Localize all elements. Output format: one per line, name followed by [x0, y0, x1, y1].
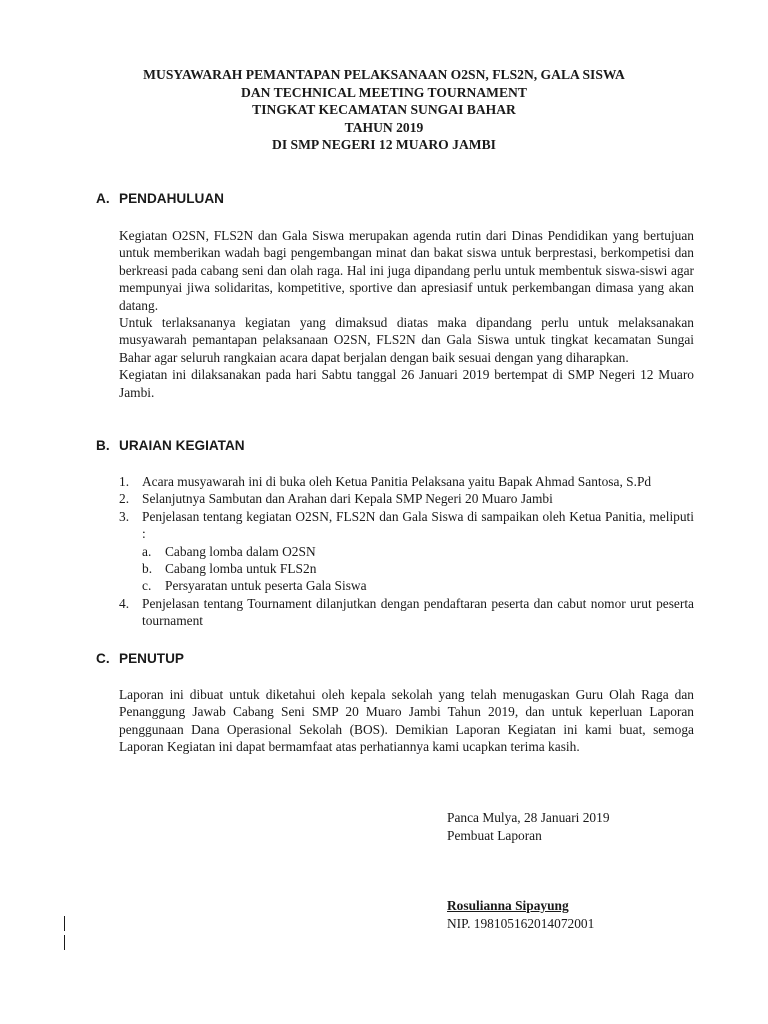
sub-list-item-letter: a. — [142, 543, 152, 559]
section-b-letter: B. — [96, 438, 110, 453]
section-c-title: PENUTUP — [119, 651, 184, 666]
title-line-4: TAHUN 2019 — [344, 119, 424, 135]
title-line-1: MUSYAWARAH PEMANTAPAN PELAKSANAAN O2SN, FLS2N, GALA SISWA — [143, 67, 625, 82]
section-a-body — [119, 227, 694, 401]
sub-list-item-text: Cabang lomba dalam O2SN — [165, 543, 316, 559]
sub-list-item — [142, 560, 694, 577]
list-item-number: 2. — [119, 491, 130, 507]
sub-list-item — [142, 577, 694, 594]
signature-place-date: Panca Mulya, 28 Januari 2019 — [447, 810, 610, 825]
signature-role: Pembuat Laporan — [447, 828, 542, 843]
section-a-letter: A. — [96, 191, 110, 206]
list-item-text: Penjelasan tentang Tournament dilanjutkan dengan pendaftaran peserta dan cabut nomor urut peserta tournament — [142, 595, 694, 629]
section-a-paragraph-1: Kegiatan O2SN, FLS2N dan Gala Siswa merupakan agenda rutin dari Dinas Pendidikan yang bertujuan untuk memberikan wadah bagi pengembangan minat dan bakat siswa untuk berprestasi, berkompetisi dan berkreasi pada cabang seni dan olah raga. Hal ini juga dipandang perlu untuk membentuk siswa-siswi agar mempunyai jiwa solidaritas, kompetitive, sportive dan apresiasif untuk perkembangan dimasa yang akan datang. — [119, 228, 694, 313]
list-item-text: Acara musyawarah ini di buka oleh Ketua Panitia Pelaksana yaitu Bapak Ahmad Santosa, S.Pd — [142, 474, 652, 489]
sub-list-item-letter: b. — [142, 561, 153, 577]
list-item-number: 4. — [119, 595, 130, 611]
list-item-text: Selanjutnya Sambutan dan Arahan dari Kepala SMP Negeri 20 Muaro Jambi — [142, 491, 553, 507]
list-item-number: 3. — [119, 508, 130, 524]
signer-nip: NIP. 198105162014072001 — [447, 916, 595, 931]
list-item — [119, 473, 694, 490]
sub-list-item — [142, 543, 694, 560]
title-line-5: DI SMP NEGERI 12 MUARO JAMBI — [272, 137, 496, 153]
sub-list-item-text: Cabang lomba untuk FLS2n — [165, 561, 317, 577]
section-a-paragraph-2: Untuk terlaksananya kegiatan yang dimaksud diatas maka dipandang perlu untuk melaksanakan musyawarah pemantapan pelaksanaan O2SN, FLS2N dan Gala Siswa untuk tingkat kecamatan Sungai Bahar agar seluruh rangkaian acara dapat berjalan dengan baik sesuai dengan yang diharapkan. — [119, 315, 694, 365]
section-b-title: URAIAN KEGIATAN — [119, 438, 245, 453]
section-c-paragraph-1: Laporan ini dibuat untuk diketahui oleh kepala sekolah yang telah menugaskan Guru Olah Raga dan Penanggung Jawab Cabang Seni SMP 20 Muaro Jambi Tahun 2019, dan untuk keperluan Laporan penggunaan Dana Operasional Sekolah (BOS). Demikian Laporan Kegiatan ini kami buat, semoga Laporan Kegiatan ini dapat bermamfaat atas perhatiannya kami ucapkan terima kasih. — [119, 687, 694, 755]
list-item — [119, 595, 694, 630]
title-line-2: DAN TECHNICAL MEETING TOURNAMENT — [241, 84, 527, 100]
signer-name: Rosulianna Sipayung — [447, 898, 569, 913]
list-item — [119, 508, 694, 595]
document-title — [0, 66, 768, 154]
sub-list-item-text: Persyaratan untuk peserta Gala Siswa — [165, 578, 367, 594]
list-item-text: Penjelasan tentang kegiatan O2SN, FLS2N dan Gala Siswa di sampaikan oleh Ketua Panitia, meliputi : — [142, 508, 694, 542]
sub-list-item-letter: c. — [142, 578, 152, 594]
section-a-paragraph-3: Kegiatan ini dilaksanakan pada hari Sabtu tanggal 26 Januari 2019 bertempat di SMP Negeri 12 Muaro Jambi. — [119, 367, 694, 400]
list-item — [119, 490, 694, 507]
list-item-number: 1. — [119, 474, 130, 489]
section-a-title: PENDAHULUAN — [119, 191, 224, 206]
section-b-heading — [96, 438, 245, 453]
activity-list — [119, 473, 694, 630]
text-cursor-mark — [64, 935, 65, 950]
title-line-3: TINGKAT KECAMATAN SUNGAI BAHAR — [252, 102, 516, 118]
section-a-heading — [96, 191, 224, 206]
text-cursor-mark — [64, 916, 65, 931]
section-c-letter: C. — [96, 651, 110, 666]
section-c-heading — [96, 651, 184, 666]
section-c-body — [119, 686, 694, 756]
